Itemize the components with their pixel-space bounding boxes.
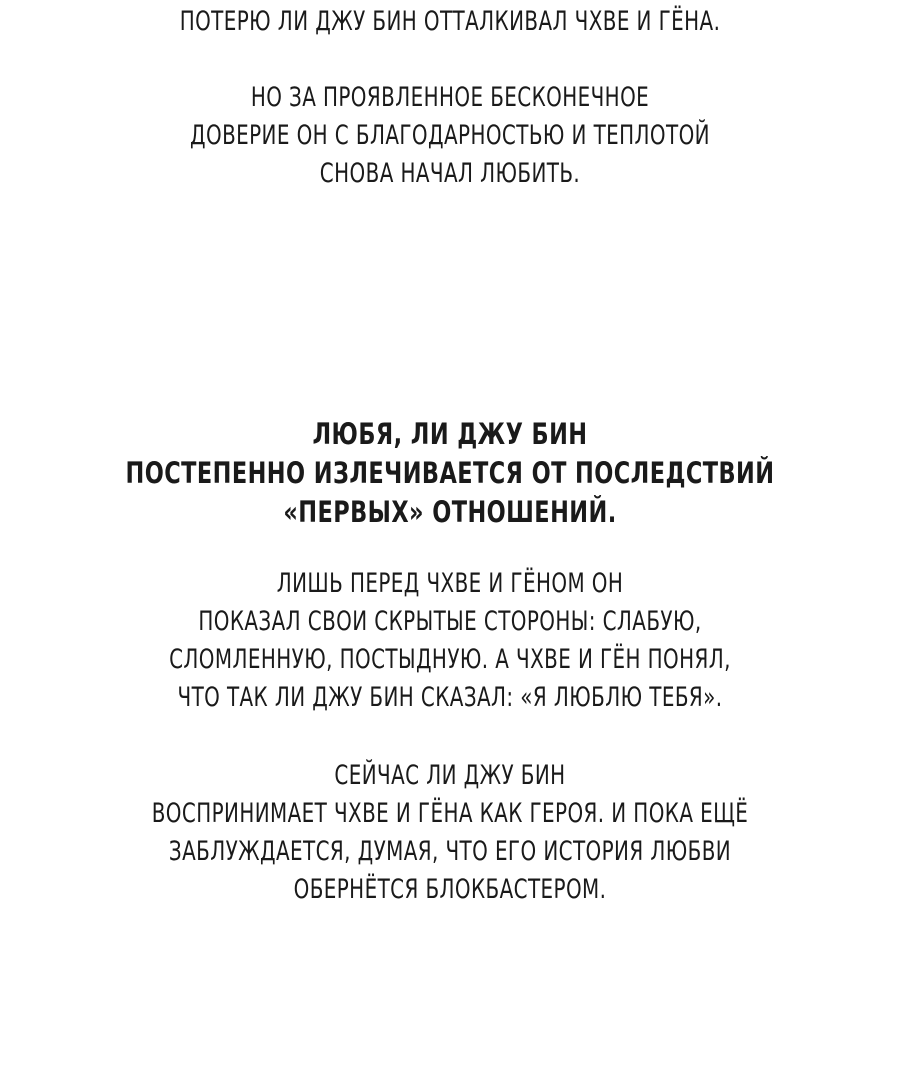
- text-line: ПОКАЗАЛ СВОИ СКРЫТЫЕ СТОРОНЫ: СЛАБУЮ,: [198, 606, 702, 637]
- text-line: СНОВА НАЧАЛ ЛЮБИТЬ.: [319, 158, 581, 189]
- text-line: СЛОМЛЕННУЮ, ПОСТЫДНУЮ. А ЧХВЕ И ГЁН ПОНЯЛ,: [169, 644, 731, 675]
- bold-heading: [0, 415, 900, 532]
- text-line: ЧТО ТАК ЛИ ДЖУ БИН СКАЗАЛ: «Я ЛЮБЛЮ ТЕБЯ».: [177, 682, 723, 713]
- text-line: ДОВЕРИЕ ОН С БЛАГОДАРНОСТЬЮ И ТЕПЛОТОЙ: [190, 120, 710, 151]
- text-line: ВОСПРИНИМАЕТ ЧХВЕ И ГЁНА КАК ГЕРОЯ. И ПОКА ЕЩЁ: [151, 798, 749, 829]
- text-line: ПОТЕРЮ ЛИ ДЖУ БИН ОТТАЛКИВАЛ ЧХВЕ И ГЁНА.: [179, 6, 721, 37]
- text-line: ЛИШЬ ПЕРЕД ЧХВЕ И ГЁНОМ ОН: [276, 568, 624, 599]
- body-paragraph: [0, 757, 900, 909]
- heading-line: ЛЮБЯ, ЛИ ДЖУ БИН: [312, 417, 588, 451]
- body-paragraph: [0, 565, 900, 717]
- text-line: СЕЙЧАС ЛИ ДЖУ БИН: [334, 760, 566, 791]
- text-line: ЗАБЛУЖДАЕТСЯ, ДУМАЯ, ЧТО ЕГО ИСТОРИЯ ЛЮБВИ: [168, 836, 732, 867]
- intro-text-line: [0, 3, 900, 41]
- text-line: ОБЕРНЁТСЯ БЛОКБАСТЕРОМ.: [293, 874, 607, 905]
- text-line: НО ЗА ПРОЯВЛЕННОЕ БЕСКОНЕЧНОЕ: [250, 82, 650, 113]
- heading-line: ПОСТЕПЕННО ИЗЛЕЧИВАЕТСЯ ОТ ПОСЛЕДСТВИЙ: [125, 456, 775, 490]
- intro-paragraph: [0, 79, 900, 193]
- heading-line: «ПЕРВЫХ» ОТНОШЕНИЙ.: [283, 495, 617, 529]
